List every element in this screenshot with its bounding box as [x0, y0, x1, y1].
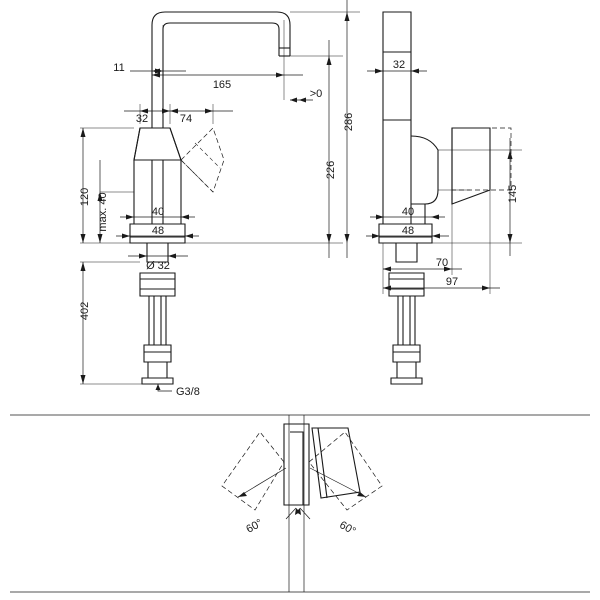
label-front-40: 40 [151, 206, 165, 218]
label-gt0: >0 [309, 88, 323, 100]
side-view-dimensions [366, 12, 522, 294]
label-front-48: 48 [151, 225, 165, 237]
label-120: 120 [79, 187, 91, 207]
label-angle-right: 60° [337, 519, 358, 538]
label-226: 226 [325, 160, 337, 180]
top-view [10, 415, 590, 592]
label-side-32: 32 [392, 59, 406, 71]
label-lever-32: 32 [135, 113, 149, 125]
label-dia-32: Ø 32 [146, 260, 170, 272]
label-side-40: 40 [401, 206, 415, 218]
label-145: 145 [507, 184, 519, 204]
label-402: 402 [79, 301, 91, 321]
label-side-48: 48 [401, 225, 415, 237]
label-70: 70 [435, 257, 449, 269]
label-lever-74: 74 [179, 113, 193, 125]
label-165: 165 [212, 79, 232, 91]
label-angle-left: 60° [244, 517, 265, 536]
label-max-40: max. 40 [97, 192, 109, 232]
front-view [130, 12, 290, 391]
label-g38: G3/8 [176, 386, 200, 398]
label-97: 97 [445, 276, 459, 288]
front-view-dimensions [80, 0, 360, 384]
label-11: 11 [113, 62, 125, 74]
label-286: 286 [343, 112, 355, 132]
